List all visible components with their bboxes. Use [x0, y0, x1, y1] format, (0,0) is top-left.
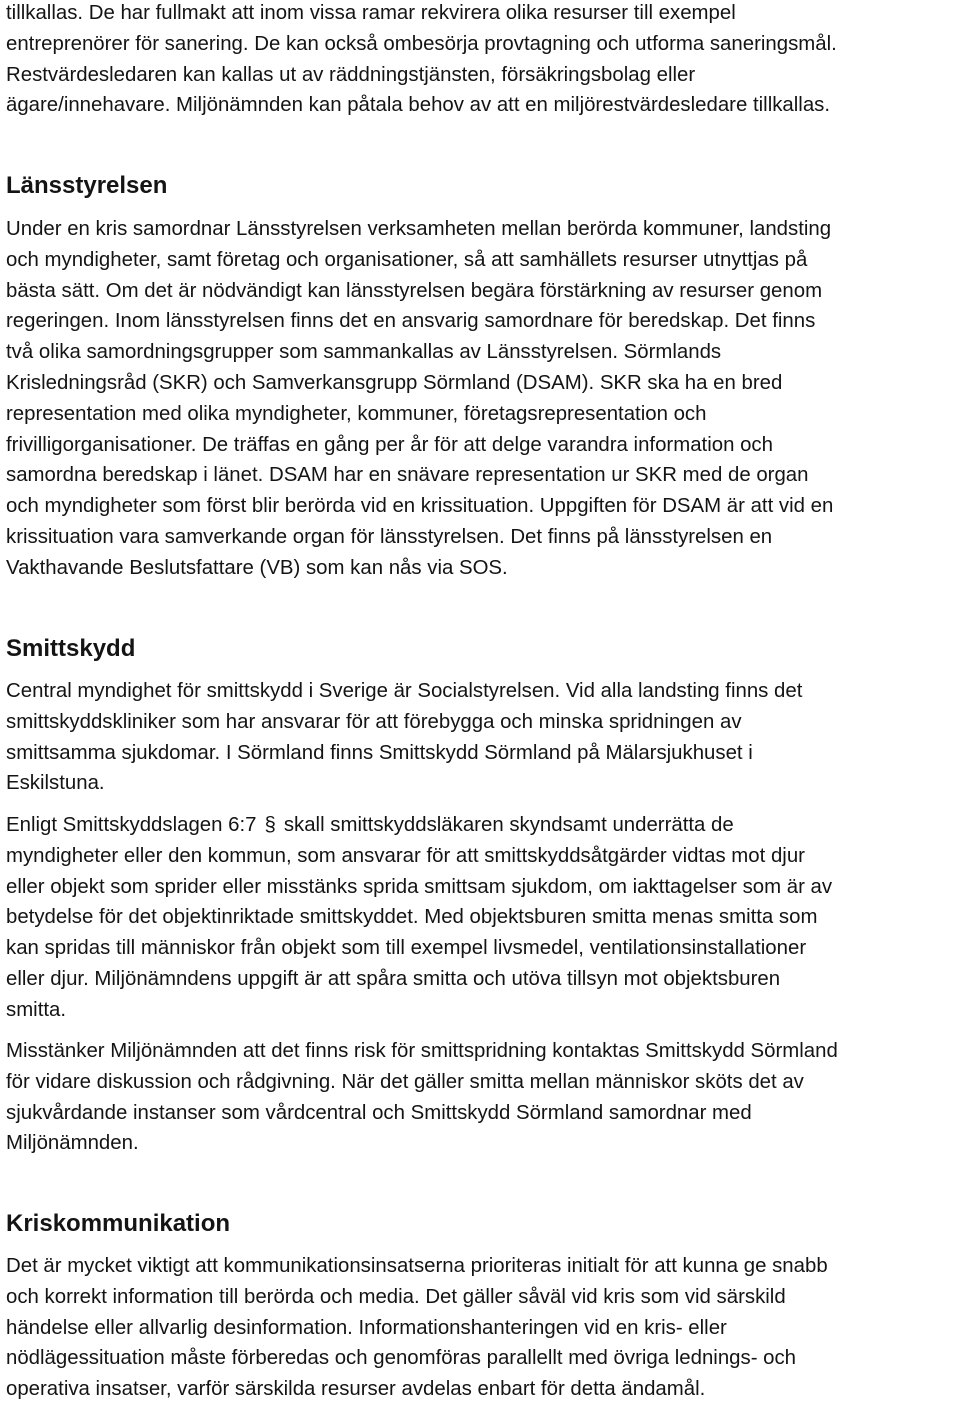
text-line: Det är mycket viktigt att kommunikationsinsatserna prioriteras initialt för att kunna ge snabb [6, 1255, 828, 1277]
section-heading-smittskydd: Smittskydd [6, 635, 136, 662]
text-line: ägare/innehavare. Miljönämnden kan påtala behov av att en miljörestvärdesledare tillkallas. [6, 94, 831, 117]
smittskydd-paragraph-1 [6, 676, 802, 799]
text-line: samordna beredskap i länet. DSAM har en snävare representation ur SKR med de organ [6, 464, 809, 487]
text-line: betydelse för det objektinriktade smittskyddet. Med objektsburen smitta menas smitta som [6, 906, 818, 929]
text-line: eller djur. Miljönämndens uppgift är att spåra smitta och utöva tillsyn mot objektsburen [6, 967, 781, 990]
kriskommunikation-paragraph [6, 1251, 828, 1405]
text-fragment: skall smittskyddsläkaren skyndsamt underrätta de [278, 814, 734, 836]
text-line: och myndigheter som först blir berörda vid en krissituation. Uppgiften för DSAM är att vid en [6, 495, 834, 518]
text-line: operativa insatser, varför särskilda resurser avdelas enbart för detta ändamål. [6, 1378, 706, 1401]
text-line [6, 810, 832, 841]
text-line: sjukvårdande instanser som vårdcentral och Smittskydd Sörmland samordnar med [6, 1101, 752, 1124]
text-line: Central myndighet för smittskydd i Sverige är Socialstyrelsen. Vid alla landsting finns det [6, 680, 803, 702]
text-line: Under en kris samordnar Länsstyrelsen verksamheten mellan berörda kommuner, landsting [6, 218, 832, 240]
text-line: Miljönämnden. [6, 1132, 139, 1155]
text-fragment: Enligt Smittskyddslagen 6:7 [6, 814, 263, 836]
text-line: entreprenörer för sanering. De kan också ombesörja provtagning och utforma saneringsmål. [6, 32, 837, 55]
text-line: kan spridas till människor från objekt som till exempel livsmedel, ventilationsinstallationer [6, 937, 807, 960]
section-heading-lansstyrelsen: Länsstyrelsen [6, 172, 168, 199]
smittskydd-paragraph-2 [6, 810, 832, 1026]
text-line: myndigheter eller den kommun, som ansvarar för att smittskyddsåtgärder vidtas mot djur [6, 844, 805, 867]
text-line: smittsamma sjukdomar. I Sörmland finns Smittskydd Sörmland på Mälarsjukhuset i [6, 741, 753, 764]
intro-paragraph [6, 0, 837, 121]
text-line: bästa sätt. Om det är nödvändigt kan länsstyrelsen begära förstärkning av resurser genom [6, 279, 823, 302]
text-line: Krisledningsråd (SKR) och Samverkansgrupp Sörmland (DSAM). SKR ska ha en bred [6, 371, 783, 394]
text-line: smittskyddskliniker som har ansvarar för att förebygga och minska spridningen av [6, 710, 742, 733]
text-line: två olika samordningsgrupper som sammankallas av Länsstyrelsen. Sörmlands [6, 341, 722, 364]
text-line: frivilligorganisationer. De träffas en gång per år för att delge varandra information och [6, 433, 773, 456]
text-line: smitta. [6, 998, 67, 1021]
text-line: och myndigheter, samt företag och organisationer, så att samhällets resurser utnyttjas på [6, 248, 808, 271]
text-line: Eskilstuna. [6, 772, 105, 795]
text-line: och korrekt information till berörda och media. Det gäller såväl vid kris som vid särskild [6, 1285, 786, 1308]
lansstyrelsen-paragraph [6, 214, 833, 584]
section-heading-kriskommunikation: Kriskommunikation [6, 1210, 231, 1237]
text-line: eller objekt som sprider eller misstänks sprida smittsam sjukdom, om iakttagelser som är av [6, 875, 833, 898]
text-line: regeringen. Inom länsstyrelsen finns det en ansvarig samordnare för beredskap. Det finns [6, 310, 816, 333]
text-line: tillkallas. De har fullmakt att inom vissa ramar rekvirera olika resurser till exempel [6, 2, 736, 24]
section-symbol: § [264, 814, 276, 836]
text-line: Restvärdesledaren kan kallas ut av räddningstjänsten, försäkringsbolag eller [6, 63, 696, 86]
text-line: nödlägessituation måste förberedas och genomföras parallellt med övriga lednings- och [6, 1347, 797, 1370]
text-line: Misstänker Miljönämnden att det finns risk för smittspridning kontaktas Smittskydd Sörmland [6, 1040, 838, 1062]
smittskydd-paragraph-3 [6, 1036, 838, 1159]
text-line: representation med olika myndigheter, kommuner, företagsrepresentation och [6, 402, 707, 425]
text-line: för vidare diskussion och rådgivning. När det gäller smitta mellan människor sköts det av [6, 1070, 804, 1093]
text-line: krissituation vara samverkande organ för länsstyrelsen. Det finns på länsstyrelsen en [6, 525, 773, 548]
text-line: händelse eller allvarlig desinformation. Informationshanteringen vid en kris- eller [6, 1316, 727, 1339]
text-line: Vakthavande Beslutsfattare (VB) som kan nås via SOS. [6, 556, 508, 579]
